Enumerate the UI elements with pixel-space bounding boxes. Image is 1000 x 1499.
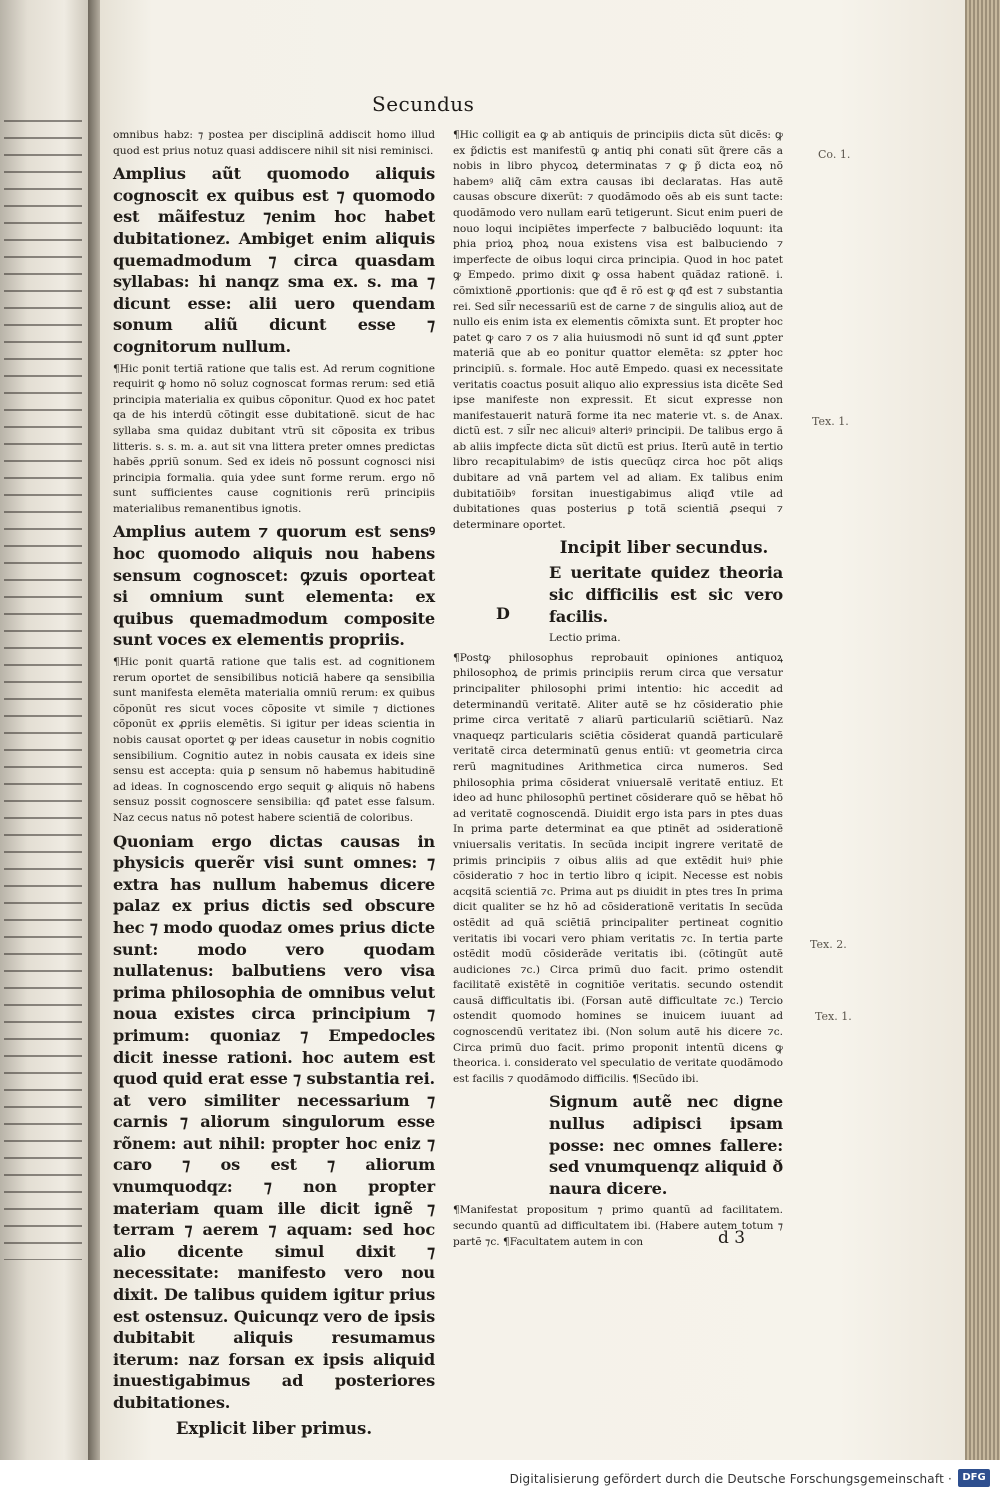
right-text-column	[453, 128, 783, 1254]
signature-mark: d 3	[718, 1228, 746, 1248]
text-paragraph: E ueritate quidez theoria sic difficilis est sic vero facilis.	[549, 563, 783, 626]
text-paragraph: Signum autẽ nec digne nullus adipisci ipsam posse: nec omnes fallere: sed vnumquenqz aliquid ð naura dicere.	[549, 1092, 783, 1198]
text-paragraph: ¶Manifestat propositum ⁊ primo quantũ ad facilitatem. secundo quantũ ad difficultatem ibi. (Habere autem totum ⁊ partẽ ⁊c. ¶Facultatem autem in con	[453, 1204, 783, 1248]
text-paragraph: Quoniam ergo dictas causas in physicis querẽr visi sunt omnes: ⁊ extra has nullum habemus dicere palaz ex prius dictis sed obscure hec ⁊ modo quodaz omes prius dicte sunt: modo vero quodam nullatenus: balbutiens vero visa prima philosophia de omnibus velut noua existes circa principium ⁊ primum: quoniaz ⁊ Empedocles dicit inesse rationi. hoc autem est quod quid erat esse ⁊ substantia rei. at vero similiter necessarium ⁊ carnis ⁊ aliorum singulorum esse rõnem: aut nihil: propter hoc eniz ⁊ caro ⁊ os est ⁊ aliorum vnumquodqz: ⁊ non propter materiam quam ille dicit ignẽ ⁊ terram ⁊ aerem ⁊ aquam: sed hoc alio dicente simul dixit ⁊ necessitate: manifesto vero nou dixit. De talibus quidem igitur prius est ostensuz. Quicunqz vero de ipsis dubitabit aliquis resumamus iterum: naz forsan ex ipsis aliquid inuestigabimus ad posteriores dubitationes.	[113, 831, 435, 1412]
text-paragraph: ¶Postꝙ philosophus reprobauit opiniones antiquoꝝ philosophoꝝ de primis principiis rerum circa que versatur principaliter philosophi primi intentio: hic accedit ad determinandũ veritatẽ. Aliter autẽ se hz cõsideratio phie prime circa veritatẽ ⁊ aliarũ particulariũ sciẽtiarũ. Naz vnaqueqz particularis sciẽtia cõsiderat quandã particularẽ veritatẽ circa determinatũ genus entiũ: vt geometria circa rerũ magnitudines Arithmetica circa numeros. Sed philosophia prima cõsiderat vniuersalẽ veritatẽ entiuz. Et ideo ad hunc philosophũ pertinet cõsiderare quõ se hẽbat hõ ad veritatẽ cognoscendã. Diuidit ergo ista pars in ptes duas In prima parte determinat ea que ptinẽt ad ↄsiderationẽ vniuersalis veritatis. In secũda incipit ingrere veritatẽ de primis principiis ⁊ oibus aliis ad que extẽdit huiꝰ phie cõsideratio ⁊ hoc in tertio libro q icipit. Necesse est nobis acqsitã scientiã ⁊c. Prima aut ps diuidit in ptes tres In prima dicit qualiter se hz hõ ad cõsiderationẽ veritatis In secũda ostẽdit ad quã sciẽtiã principaliter pertineat cognitio veritatis ibi vocari vero phiam veritatis ⁊c. In tertia parte ostẽdit modũ cõsiderãde veritatis ibi. (cõtingũt autẽ audiciones ⁊c.) Circa primũ duo facit. primo ostendit facilitatẽ existẽtẽ in cognitiõe veritatis. secundo ostendit causã difficultatis ibi. (Forsan autẽ difficultate ⁊c.) Tercio ostendit quomodo homines se inuicem iuuant ad cognoscendũ veritatez ibi. (Non solum autẽ his dicere ⁊c. Circa primũ duo facit. primo proponit intentũ dicens ꝙ theorica. i. considerato vel speculatio de veritate quodãmodo est facilis ⁊ quodãmodo difficilis. ¶Secũdo ibi.	[453, 651, 783, 1085]
text-paragraph: Amplius aũt quomodo aliquis cognoscit ex quibus est ⁊ quomodo est mãifestuz ⁊enim hoc habet dubitationez. Ambiget enim aliquis quemadmodum ⁊ circa quasdam syllabas: hi nanqz sma ex. s. ma ⁊ dicunt esse: alii uero quendam sonum aliũ dicunt esse ⁊ cognitorum nullum.	[113, 164, 435, 356]
text-paragraph: omnibus habz: ⁊ postea per disciplinã addiscit homo illud quod est prius notuz quasi addiscere nihil sit nisi reminisci.	[113, 129, 435, 157]
previous-page-text-bleed	[4, 120, 82, 1260]
section-heading: Explicit liber primus.	[175, 1418, 373, 1438]
margin-note: Co. 1.	[818, 148, 851, 161]
text-paragraph: ¶Hic ponit tertiã ratione que talis est. Ad rerum cognitione requirit ꝙ homo nõ soluz cognoscat formas rerum: sed etiã principia materialia ex quibus cõponitur. Quod ex hoc patet qa de his interdũ cõtingit esse dubitationẽ. sicut de hac syllaba sma quidaz dubitant vtrũ sit cõposita ex tribus litteris. s. s. m. a. aut sit vna littera preter omnes predictas habẽs ꝓpriũ sonum. Sed ex ideis nõ possunt cognosci nisi principia formalia. quia ydee sunt forme rerum. ergo nõ sunt sufficientes cause cognitionis rerũ principiis materialibus remanentibus ignotis.	[113, 362, 435, 515]
margin-note: Tex. 1.	[812, 415, 849, 428]
text-paragraph: Amplius autem ⁊ quorum est sensꝰ hoc quomodo aliquis nou habens sensum cognoscet: ꝙzuis oporteat si omnium sunt elementa: ex quibus quemadmodum composite sunt voces ex elementis propriis.	[113, 522, 435, 650]
text-paragraph: ¶Hic ponit quartã ratione que talis est. ad cognitionem rerum oportet de sensibilibus noticiã habere qa sensibilia sunt manifesta elemẽta materialia omniũ rerum: ex quibus cõponũt res sicut voces cõposite vt simile ⁊ dictiones cõponũt ex ꝓpriis elemẽtis. Si igitur per ideas scientia in nobis causat oportet ꝙ per ideas causetur in nobis cognitio sensibilium. Cognitio autez in nobis causata ex ideis sine sensu est accepta: quia ꝑ sensum nõ habemus habitudinẽ ad ideas. In cognoscendo ergo sequit ꝙ aliquis nõ habens sensuz possit cognoscere sensibilia: qđ patet esse falsum. Naz cecus natus nõ potest habere scientiã de coloribus.	[113, 656, 435, 824]
running-head: Secundus	[372, 92, 475, 116]
footer-credit: Digitalisierung gefördert durch die Deutsche Forschungsgemeinschaft ·	[509, 1472, 952, 1486]
margin-note: Tex. 2.	[810, 938, 847, 951]
page-block-edge	[965, 0, 1000, 1460]
text-paragraph: ¶Hic colligit ea ꝙ ab antiquis de principiis dicta sũt dicẽs: ꝙ ex p̃dictis est manifestũ ꝙ antiq phi conati sũt q̃rere cãs a nobis in libro phycoꝝ determinatas ⁊ ꝙ p̃ dicta eoꝝ nõ habemꝰ aliq̃ cãm extra causas ibi declaratas. Has autẽ causas obscure dixerũt: ⁊ quodãmodo oẽs ab eis sunt tacte: quodãmodo vero nullam earũ tetigerunt. Sicut enim pueri de nouo loqui incipiẽtes imperfecte ⁊ balbuciẽdo loquunt: ita phia prioꝝ phoꝝ noua existens visa est balbuciendo ⁊ imperfecte de oibus loqui circa principia. Quod in hoc patet ꝙ Empedo. primo dixit ꝙ ossa habent quãdaz rationẽ. i. cõmixtionẽ ꝓportionis: que qđ ẽ rõ est ꝙ qđ est ⁊ substantia rei. Sed sil̃r necessariũ est de carne ⁊ de singulis alioꝝ aut de nullo eis enim ista ex elementis cõmixta sunt. Et propter hoc patet ꝙ caro ⁊ os ⁊ alia huiusmodi nõ sunt id qđ sunt ꝓpter materiã que ab eo ponitur quattor elemẽta: sz ꝓpter hoc principiũ. s. formale. Hoc autẽ Empedo. quasi ex necessitate veritatis coactus posuit aliquo alio expressius ista dicẽte Sed ipse manifeste non expressit. Et sicut expresse non manifestauerit naturã forme ita nec materie vt. s. de Anax. dictũ est. ⁊ sil̃r nec alicuiꝰ alteriꝰ principii. De talibus ergo ã ab aliis imꝑfecte dicta sũt dictũ est prius. Iterũ autẽ in tertio libro recapitulabimꝰ de istis quecũqz circa hoc põt aliqs dubitare ad vnã partem vel ad aliam. Ex talibus enim dubitatiõibꝰ forsitan inuestigabimus aliqđ vtile ad dubitationes quas posterius ꝑ totã scientiã ꝓsequi ⁊ determinare oportet.	[453, 129, 783, 531]
dfg-logo: DFG	[958, 1469, 990, 1487]
initial-letter: D	[496, 604, 510, 623]
margin-note: Tex. 1.	[815, 1010, 852, 1023]
previous-page-edge	[0, 0, 92, 1460]
text-paragraph: Lectio prima.	[549, 632, 621, 645]
left-text-column	[113, 128, 435, 1443]
section-heading: Incipit liber secundus.	[559, 538, 769, 558]
